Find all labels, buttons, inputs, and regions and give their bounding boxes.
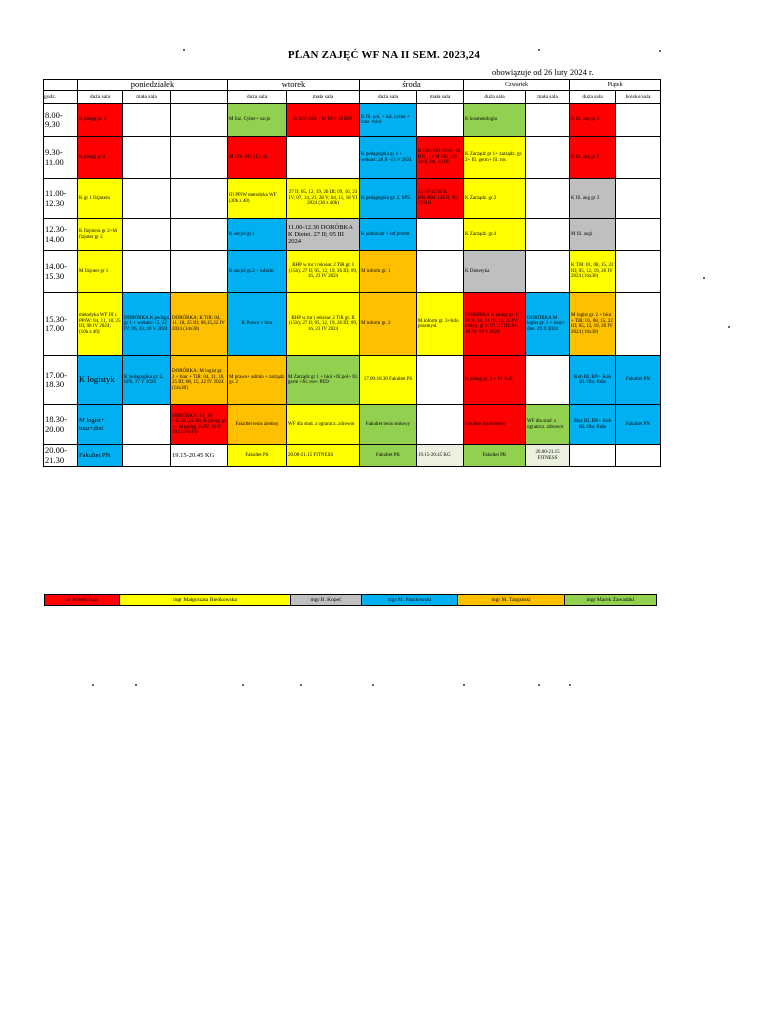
time-slot: 15.30-17.00 [44,293,78,356]
stray-dot [569,684,571,686]
time-slot: 14.00-15.30 [44,251,78,293]
hall-label: mała sala [287,91,360,104]
legend-item: mgr Małgorzata Bieńkowska [120,595,291,606]
class-cell [570,445,616,467]
class-cell [526,356,570,405]
class-cell: K fizjotera gr 2+M fizjoter gr 2 [78,219,123,251]
time-slot: 11.00-12.30 [44,179,78,219]
class-cell [417,356,464,405]
stray-dot [538,684,540,686]
instructor-legend [44,594,657,606]
class-cell: K pedagogika gr 1 + wokars: 28 II -13 V 2024 [360,137,417,179]
class-cell: 20.00-21.15 FITNESS [287,445,360,467]
class-cell [616,445,661,467]
class-cell: 27 II; 05, 12, 19, 26 III; 09, 16, 23 IV; 07, 14, 21, 28 V; 04, 11, 18 VI 2024 (30 z 40h) [287,179,360,219]
stray-dot [703,277,705,279]
time-slot-row [44,179,661,219]
day-header-row [44,80,661,91]
class-cell: Fakultet PK [360,445,417,467]
class-cell: K Prawo + biur [228,293,287,356]
class-cell: Fakultet PN [78,445,123,467]
class-cell: K Dietetyka [464,251,526,293]
class-cell: K socjol gr.2 + inform [228,251,287,293]
class-cell: 11.00-12.30 DORÓBKA K Dietet. 27 II; 05 III 2024 [287,219,360,251]
hall-header-row [44,91,661,104]
hall-label: duża sala [228,91,287,104]
class-cell [123,179,171,219]
class-cell: K pedagogika gr. 2, SPS, 27 V 2024 [123,356,171,405]
class-cell: DORÓBKA M logist gr. 1 + inaz+ diet. 29 II 2024 [526,293,570,356]
day-monday: poniedziałek [78,80,228,91]
class-cell: K fil. ang gr 1 [570,104,616,137]
class-cell: BHP w tur i rekreac 2 TiR gr. II (15h); 27 II; 05, 12, 19, 26 III; 09, 16, 23 IV 2024 [287,293,360,356]
time-slot-row [44,405,661,445]
stray-dot [92,684,94,686]
time-slot: 12.30-14.00 [44,219,78,251]
class-cell: DORÓBKA: 15, 18 +15.30 (pi.-08; K pielęg gr 1+ M pielęg 25 IV; 16 V 2024) PS/PD [171,405,228,445]
class-cell: BHP w tur i rekreac 2 TiR gr. I (15h); 27 II; 05, 12, 19, 26 III; 09, 16, 23 IV 2024 [287,251,360,293]
class-cell: Fakultet PS [228,445,287,467]
class-cell: K socjol gr.1 [228,219,287,251]
time-slot: 20.00-21.30 [44,445,78,467]
day-wednesday: środa [360,80,464,91]
class-cell: K administr + inf.przem [360,219,417,251]
class-cell [287,137,360,179]
class-cell: K Zarządz. gr.3 [464,179,526,219]
time-slot-row [44,356,661,405]
hall-label: boisko/sala [616,91,661,104]
class-cell [616,104,661,137]
legend-item: mgr Marek Zawadzki [565,595,657,606]
class-cell: Fakultet tenis stołowy [360,405,417,445]
class-cell: K kosmetologia [464,104,526,137]
hall-label: duża sala [78,91,123,104]
class-cell: Kob BL BN+ Kob BL Obr. Pańs [570,356,616,405]
class-cell [171,219,228,251]
class-cell: K pielęg gr 2 [78,137,123,179]
stray-dot [242,684,244,686]
class-cell [417,405,464,445]
time-slot-row [44,251,661,293]
class-cell [417,251,464,293]
class-cell [616,251,661,293]
class-cell: Fakultet PN [616,405,661,445]
corner-cell [44,80,78,91]
time-slot: 9.30-11.00 [44,137,78,179]
class-cell: Fakultet tenis ziemny [228,405,287,445]
class-cell [123,445,171,467]
class-cell [616,219,661,251]
day-thursday: Czwartek [464,80,570,91]
class-cell: K pielęg gr. 1 [78,104,123,137]
hall-label: duża sala [570,91,616,104]
legend-item: mgr M. Targański [458,595,565,606]
class-cell: 20.00-21.15 FITNESS [526,445,570,467]
stray-dot [300,684,302,686]
class-cell: K Zarządz. gr.4 [464,219,526,251]
stray-dot [728,326,730,328]
class-cell: K logistyk [78,356,123,405]
class-cell [526,137,570,179]
class-cell: K pielęg gr. 1 + M. PoZ [464,356,526,405]
class-cell: M inform gr. 3+Info przemysł. [417,293,464,356]
time-slot: 18.30-20.00 [44,405,78,445]
class-cell: III PPiW metodyka WF (30h z 40) [228,179,287,219]
time-slot-row [44,445,661,467]
class-cell: K TiR: 01, 08, 15, 22 III; 05, 12, 19, 26 IV 2024 (16x30) [570,251,616,293]
hour-column-header: godz. [44,91,78,104]
class-cell [526,179,570,219]
class-cell: 19.15-20.45 KG [171,445,228,467]
class-cell: 17.00-18.30 Fakultet PS [360,356,417,405]
class-cell [171,251,228,293]
class-cell: M fizjoter gr 1 [78,251,123,293]
time-slot-row [44,219,661,251]
class-cell: K pedagogika gr. 2, SPS [360,179,417,219]
class-cell [171,104,228,137]
class-cell: K gr 1 fizjotera [78,179,123,219]
class-cell: DORÓBKA K pielęg gr. 1: 29 II, 14, 21 III; 11, 25 IV; pielęg. gr 2: 07, 21 III; 04, 18 IV; 09 V 2024 [464,293,526,356]
class-cell [417,104,464,137]
hall-label: duża sala [360,91,417,104]
hall-label: mała sala [526,91,570,104]
class-cell: M logist+ inaz+diet [78,405,123,445]
class-cell: Fakultet PK [464,445,526,467]
class-cell: DORÓBKA K pedago gr 1 + wokars: 15, 22 IV; 06, 13, 20 V 2024 [123,293,171,356]
class-cell [123,104,171,137]
time-slot: 8.00-9.30 [44,104,78,137]
class-cell [616,179,661,219]
legend-item: mgr B. Kopeć [291,595,362,606]
hall-label: mała sala [417,91,464,104]
class-cell [417,219,464,251]
class-cell: M inform gr. 1 [360,251,417,293]
class-cell [123,219,171,251]
time-slot: 17.00-18.30 [44,356,78,405]
hall-label: duża sala [464,91,526,104]
class-cell: Fakultet PN [616,356,661,405]
class-cell [616,137,661,179]
class-cell: M logist gr. 2 + biur + TiR: 01, 08, 15, 22 III; 05, 12, 19, 26 IV 2024 (16x30) [570,293,616,356]
class-cell: WF dla stud. z ogranicz. zdrowot [287,405,360,445]
class-cell: K BN+RM + M BN+ M RM [287,104,360,137]
class-cell: 13 13-12.30 K BN+RM. (28 II, 06, 13 III) [417,179,464,219]
valid-from-note: obowiązuje od 26 luty 2024 r. [492,67,594,77]
class-cell: K BN+RM 19+8+ M BN 11+ M RM 12) 28 II, 06, 13 III [417,137,464,179]
schedule-table [43,79,661,467]
legend-item: mgr M. Paszkowski [362,595,458,606]
class-cell [171,137,228,179]
legend-item: dr Robert Bąk [45,595,120,606]
class-cell: K fil. ang gr 2 [570,137,616,179]
class-cell [526,251,570,293]
class-cell [123,251,171,293]
class-cell: 19.15-20.45 KG [417,445,464,467]
time-slot-row [44,137,661,179]
class-cell [123,405,171,445]
class-cell: K fil. pol. + inż. cyber + inaz +biol [360,104,417,137]
day-tuesday: wtorek [228,80,360,91]
class-cell: metodyka WF III r. PPiW: 04, 11, 18, 25 III; 08 IV 2024; (10h z 40) [78,293,123,356]
page-title: PLAN ZAJĘĆ WF NA II SEM. 2023,24 [287,49,481,61]
class-cell: WF dla stud. z ogranicz. zdrowot [526,405,570,445]
class-cell: M BN+RM (13+8) [228,137,287,179]
stray-dot [463,684,465,686]
class-cell: K fil. ang gr 3 [570,179,616,219]
class-cell [123,137,171,179]
stray-dot [135,684,137,686]
stray-dot [372,684,374,686]
class-cell: DORÓBKA; K TiR: 04, 11, 18, 25 III; 08,15,22 IV 2024 (14x30) [171,293,228,356]
class-cell: M Zarządz gr 1 + biol +fil.pol+ fil. germ +fil. ros+ PED [287,356,360,405]
class-cell [616,293,661,356]
hall-label: mała sala [123,91,171,104]
class-cell: M prawo+ admin + zarządz gr. 2 [228,356,287,405]
hall-label [171,91,228,104]
day-friday: Piątek [570,80,661,91]
class-cell [526,219,570,251]
class-cell [526,104,570,137]
class-cell: M fil. angi [570,219,616,251]
class-cell: M inform gr. 2 [360,293,417,356]
class-cell: DORÓBKA: M logist gr. 2 + biur + TiR: 04, 11, 18, 25 III; 08, 15, 22 IV 2024 (14x30) [171,356,228,405]
class-cell: K Zarządz gr 1+ zarządz. gr. 2+ fil. germ+ fil. ros [464,137,526,179]
class-cell: Fakultet Badminton [464,405,526,445]
class-cell: M Inż. Cyber+ socjo [228,104,287,137]
time-slot-row [44,293,661,356]
class-cell: Męż BL BN+ Kob BL Obr. Pańs [570,405,616,445]
time-slot-row [44,104,661,137]
class-cell [171,179,228,219]
